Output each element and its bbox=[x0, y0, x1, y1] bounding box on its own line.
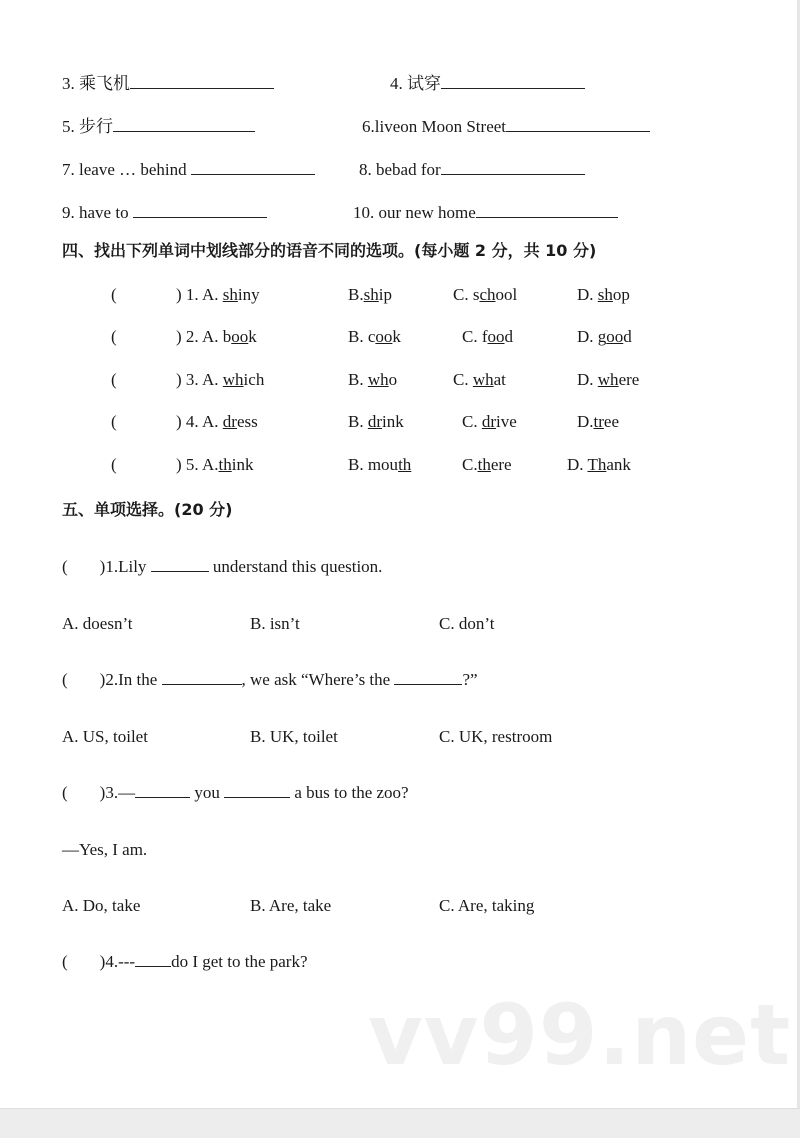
watermark-text: vv99.net bbox=[368, 986, 792, 1084]
answer-blank bbox=[476, 203, 618, 218]
section-5-heading: 五、单项选择。(20 分) bbox=[62, 500, 233, 519]
answer-blank bbox=[506, 117, 650, 132]
option-b: B. drink bbox=[348, 412, 404, 431]
answer-blank bbox=[133, 203, 267, 218]
item-3: 3. 乘飞机 bbox=[62, 74, 274, 94]
answer-blank bbox=[130, 74, 274, 89]
question-row-4: ) 4. A. dress bbox=[176, 412, 258, 431]
answer-blank bbox=[441, 160, 585, 175]
question-row-2: ) 2. A. book bbox=[176, 327, 257, 346]
item-5: 5. 步行 bbox=[62, 117, 255, 137]
option-d: D. where bbox=[577, 370, 640, 389]
answer-paren-open: ( bbox=[111, 285, 117, 304]
answer-blank bbox=[151, 557, 209, 572]
viewer-bottom-bar bbox=[0, 1108, 800, 1138]
item-7: 7. leave … behind bbox=[62, 160, 315, 180]
answer-paren-open: ( bbox=[111, 327, 117, 346]
answer-blank bbox=[135, 783, 190, 798]
answer-blank bbox=[162, 670, 242, 685]
answer-blank bbox=[191, 160, 315, 175]
item-10: 10. our new home bbox=[353, 203, 618, 223]
mc-option-b: B. isn’t bbox=[250, 614, 300, 633]
mc-option-c: C. UK, restroom bbox=[439, 727, 553, 746]
item-8: 8. bebad for bbox=[359, 160, 585, 180]
option-b: B. who bbox=[348, 370, 398, 389]
item-6: 6.liveon Moon Street bbox=[362, 117, 650, 137]
answer-blank bbox=[441, 74, 585, 89]
option-b: B. mouth bbox=[348, 455, 412, 474]
answer-blank bbox=[113, 117, 255, 132]
option-c: C. school bbox=[453, 285, 518, 304]
item-9: 9. have to bbox=[62, 203, 267, 223]
answer-paren-open: ( bbox=[111, 412, 117, 431]
mc-option-c: C. Are, taking bbox=[439, 896, 535, 915]
option-d: D. shop bbox=[577, 285, 630, 304]
section-4-heading: 四、找出下列单词中划线部分的语音不同的选项。(每小题 2 分，共 10 分) bbox=[62, 241, 597, 260]
option-c: C. food bbox=[462, 327, 513, 346]
mc-option-a: A. Do, take bbox=[62, 896, 141, 915]
answer-blank bbox=[394, 670, 462, 685]
option-b: B. cook bbox=[348, 327, 401, 346]
answer-paren-open: ( bbox=[111, 455, 117, 474]
mc-option-b: B. UK, toilet bbox=[250, 727, 338, 746]
option-d: D.tree bbox=[577, 412, 620, 431]
answer-blank bbox=[224, 783, 290, 798]
option-b: B.ship bbox=[348, 285, 392, 304]
mc-option-a: A. US, toilet bbox=[62, 727, 148, 746]
option-c: C. drive bbox=[462, 412, 517, 431]
mc-option-a: A. doesn’t bbox=[62, 614, 133, 633]
option-c: C.there bbox=[462, 455, 512, 474]
option-d: D. good bbox=[577, 327, 632, 346]
mc-question-1: ( )1.Lily understand this question. bbox=[62, 557, 383, 576]
mc-option-c: C. don’t bbox=[439, 614, 495, 633]
mc-answer-line: —Yes, I am. bbox=[62, 840, 148, 859]
mc-question-4: ( )4.--- do I get to the park? bbox=[62, 952, 308, 971]
mc-option-b: B. Are, take bbox=[250, 896, 332, 915]
option-d: D. Thank bbox=[567, 455, 631, 474]
option-c: C. what bbox=[453, 370, 506, 389]
question-row-3: ) 3. A. which bbox=[176, 370, 265, 389]
mc-question-3: ( )3.— you a bus to the zoo? bbox=[62, 783, 409, 802]
question-row-5: ) 5. A.think bbox=[176, 455, 254, 474]
answer-paren-open: ( bbox=[111, 370, 117, 389]
question-row-1: ) 1. A. shiny bbox=[176, 285, 260, 304]
item-4: 4. 试穿 bbox=[390, 74, 585, 94]
mc-question-2: ( )2.In the , we ask “Where’s the ?” bbox=[62, 670, 478, 689]
answer-blank bbox=[135, 952, 171, 967]
